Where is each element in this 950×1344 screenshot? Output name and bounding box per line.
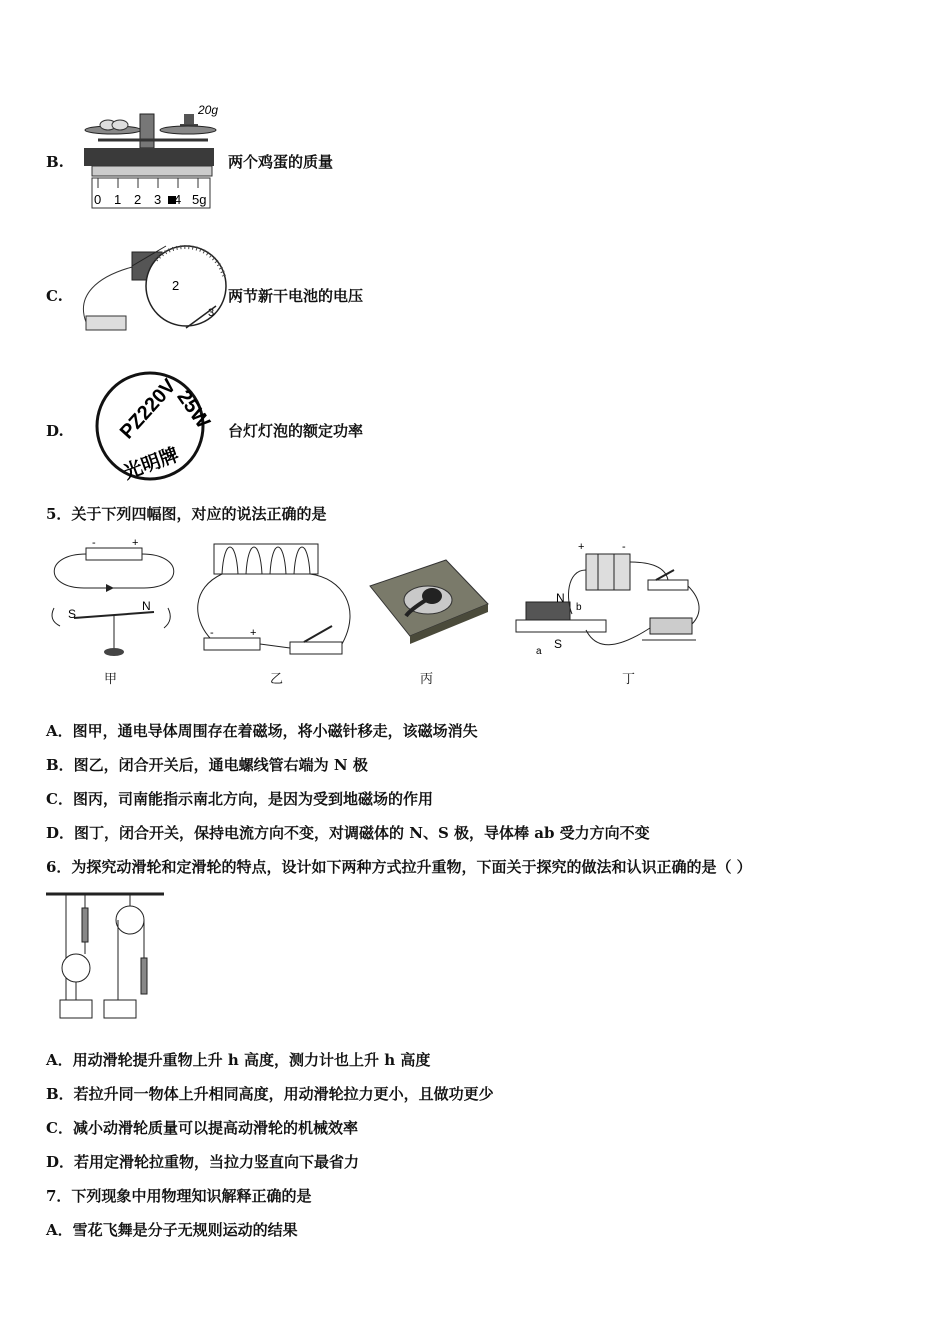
option-c-text: 两节新干电池的电压 (228, 287, 364, 305)
bulb-rating-power: 25W (172, 386, 214, 433)
q5-figure-jia (44, 538, 184, 658)
scale-tick-0: 0 (94, 192, 102, 207)
q6-option-b: B．若拉升同一物体上升相同高度，用动滑轮拉力更小，且做功更少 (46, 1085, 494, 1103)
meter-tick-2: 2 (172, 278, 180, 293)
weight-label: 20g (198, 103, 219, 117)
option-b-letter: B. (46, 153, 64, 171)
scale-tick-1: 1 (114, 192, 122, 207)
q5-stem: 5．关于下列四幅图，对应的说法正确的是 (46, 505, 327, 523)
q5-option-d: D．图丁，闭合开关，保持电流方向不变，对调磁体的 N、S 极，导体棒 ab 受力方向不变 (46, 824, 650, 842)
option-c-letter: C. (46, 287, 63, 305)
q6-stem: 6．为探究动滑轮和定滑轮的特点，设计如下两种方式拉升重物，下面关于探究的做法和认识正确的是（ ） (46, 858, 752, 876)
q6-option-c: C．减小动滑轮质量可以提高动滑轮的机械效率 (46, 1119, 358, 1137)
q5-figure-bing (366, 556, 490, 646)
q7-option-a: A．雪花飞舞是分子无规则运动的结果 (46, 1221, 298, 1239)
q5-option-c: C．图丙，司南能指示南北方向，是因为受到地磁场的作用 (46, 790, 433, 808)
bulb-rating-voltage: PZ220V (115, 374, 181, 444)
voltmeter-figure (76, 236, 231, 336)
balance-scale-figure (78, 100, 218, 212)
jia-compass-n: N (142, 599, 151, 613)
ding-magnet-n: N (556, 591, 565, 605)
scale-tick-5: 5g (192, 192, 207, 207)
scale-tick-2: 2 (134, 192, 142, 207)
yi-minus-sign: - (210, 627, 214, 639)
jia-minus-sign: - (92, 537, 96, 549)
q5-option-a: A．图甲，通电导体周围存在着磁场，将小磁针移走，该磁场消失 (46, 722, 478, 740)
q6-pulley-figure (46, 888, 170, 1020)
option-b-text: 两个鸡蛋的质量 (228, 153, 334, 171)
scale-tick-4: 4 (174, 192, 182, 207)
figure-label-jia: 甲 (104, 671, 118, 686)
ding-magnet-s: S (554, 637, 563, 651)
bulb-label-figure (94, 370, 214, 484)
figure-label-bing: 丙 (420, 671, 434, 686)
scale-tick-3: 3 (154, 192, 162, 207)
option-d-text: 台灯灯泡的额定功率 (228, 422, 364, 440)
q5-figure-ding (506, 540, 706, 664)
meter-tick-3: 3 (208, 307, 215, 319)
ding-rod-b: b (576, 602, 582, 613)
figure-label-yi: 乙 (270, 671, 284, 686)
figure-label-ding: 丁 (622, 671, 636, 686)
q6-option-d: D．若用定滑轮拉重物，当拉力竖直向下最省力 (46, 1153, 360, 1171)
q7-stem: 7．下列现象中用物理知识解释正确的是 (46, 1187, 312, 1205)
yi-plus-sign: + (250, 627, 257, 639)
jia-compass-s: S (68, 607, 77, 621)
bulb-brand: 光明牌 (120, 444, 182, 484)
ding-plus-sign: + (578, 541, 585, 553)
ding-minus-sign: - (622, 541, 626, 553)
q6-option-a: A．用动滑轮提升重物上升 h 高度，测力计也上升 h 高度 (46, 1051, 431, 1069)
jia-plus-sign: + (132, 537, 139, 549)
q5-option-b: B．图乙，闭合开关后，通电螺线管右端为 N 极 (46, 756, 368, 774)
q5-figure-yi (192, 538, 362, 663)
ding-rod-a: a (536, 646, 542, 657)
option-d-letter: D. (46, 422, 64, 440)
